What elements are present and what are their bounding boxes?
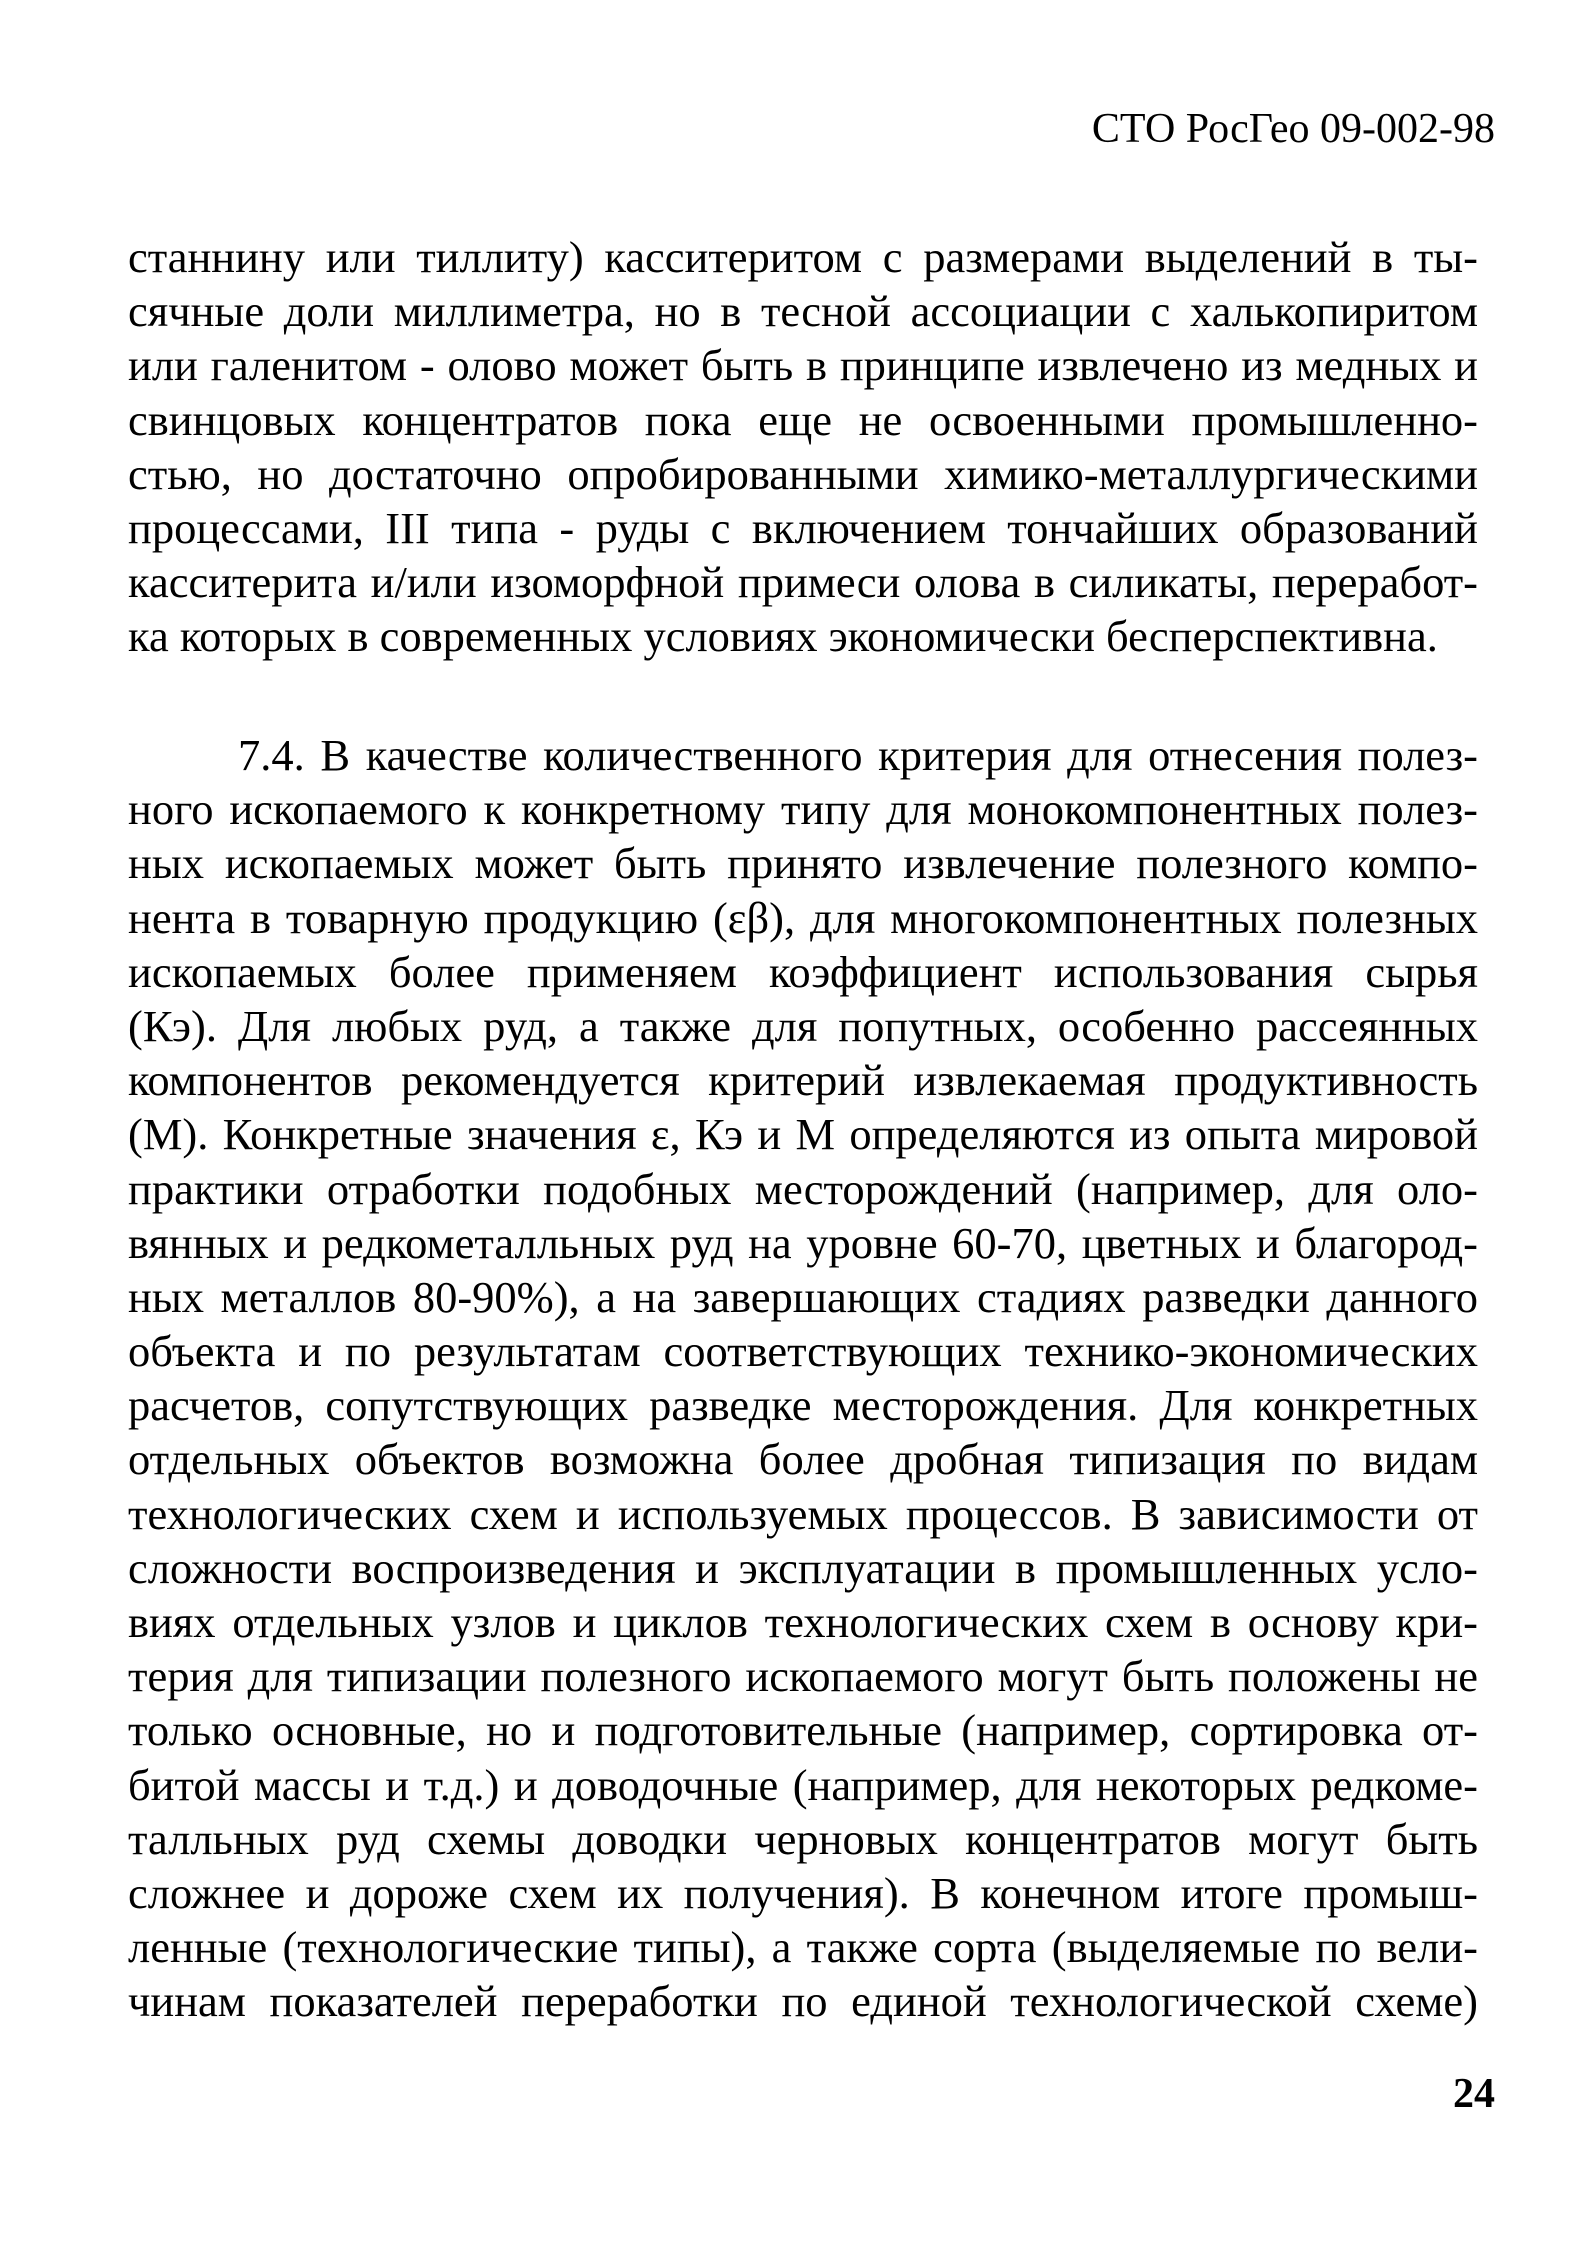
text-line: сячные доли миллиметра, но в тесной ассоциации с халькопиритом (128, 286, 1478, 337)
text-line: чинам показателей переработки по единой технологической схеме) (128, 1976, 1478, 2027)
text-line: процессами, III типа - руды с включением тончайших образований (128, 502, 1478, 553)
text-line: или галенитом - олово может быть в принципе извлечено из медных и (128, 340, 1478, 391)
text-line: ископаемых более применяем коэффициент использования сырья (128, 946, 1478, 997)
text-line: отдельных объектов возможна более дробная типизация по видам (128, 1434, 1478, 1485)
text-line: ка которых в современных условиях экономически бесперспективна. (128, 611, 1438, 662)
text-line: битой массы и т.д.) и доводочные (например, для некоторых редкоме- (128, 1759, 1478, 1810)
text-line: свинцовых концентратов пока еще не освоенными промышленно- (128, 394, 1478, 445)
text-line: технологических схем и используемых процессов. В зависимости от (128, 1488, 1478, 1539)
text-line: сложности воспроизведения и эксплуатации в промышленных усло- (128, 1542, 1478, 1593)
text-line: касситерита и/или изоморфной примеси олова в силикаты, переработ- (128, 557, 1478, 608)
paragraph-continuation (128, 230, 1478, 664)
paragraph-7-4 (128, 728, 1478, 2029)
text-line: нента в товарную продукцию (εβ), для многокомпонентных полезных (128, 892, 1478, 943)
text-line: стью, но достаточно опробированными химико-металлургическими (128, 448, 1478, 499)
text-line: ного ископаемого к конкретному типу для монокомпонентных полез- (128, 784, 1478, 835)
text-line: 7.4. В качестве количественного критерия для отнесения полез- (238, 730, 1478, 780)
text-line: объекта и по результатам соответствующих технико-экономических (128, 1326, 1478, 1377)
page-number: 24 (1453, 2071, 1495, 2117)
text-line: ных ископаемых может быть принято извлечение полезного компо- (128, 838, 1478, 889)
text-line: (М). Конкретные значения ε, Кэ и М определяются из опыта мировой (128, 1109, 1478, 1160)
text-line: практики отработки подобных месторождений (например, для оло- (128, 1163, 1478, 1214)
text-line: только основные, но и подготовительные (например, сортировка от- (128, 1705, 1478, 1756)
text-line: терия для типизации полезного ископаемого могут быть положены не (128, 1651, 1478, 1702)
text-line: талльных руд схемы доводки черновых концентратов могут быть (128, 1813, 1478, 1864)
text-line: станнину или тиллиту) касситеритом с размерами выделений в ты- (128, 232, 1478, 282)
text-line: ных металлов 80-90%), а на завершающих стадиях разведки данного (128, 1271, 1478, 1322)
text-line: виях отдельных узлов и циклов технологических схем в основу кри- (128, 1597, 1478, 1647)
document-code-header: СТО РосГео 09-002-98 (1091, 106, 1495, 152)
text-line: ленные (технологические типы), а также сорта (выделяемые по вели- (128, 1922, 1478, 1973)
text-line: расчетов, сопутствующих разведке месторождения. Для конкретных (128, 1380, 1478, 1431)
text-line: вянных и редкометалльных руд на уровне 60-70, цветных и благород- (128, 1217, 1478, 1268)
text-line: (Кэ). Для любых руд, а также для попутных, особенно рассеянных (128, 1000, 1478, 1051)
text-line: сложнее и дороже схем их получения). В конечном итоге промыш- (128, 1867, 1478, 1918)
text-line: компонентов рекомендуется критерий извлекаемая продуктивность (128, 1055, 1478, 1106)
